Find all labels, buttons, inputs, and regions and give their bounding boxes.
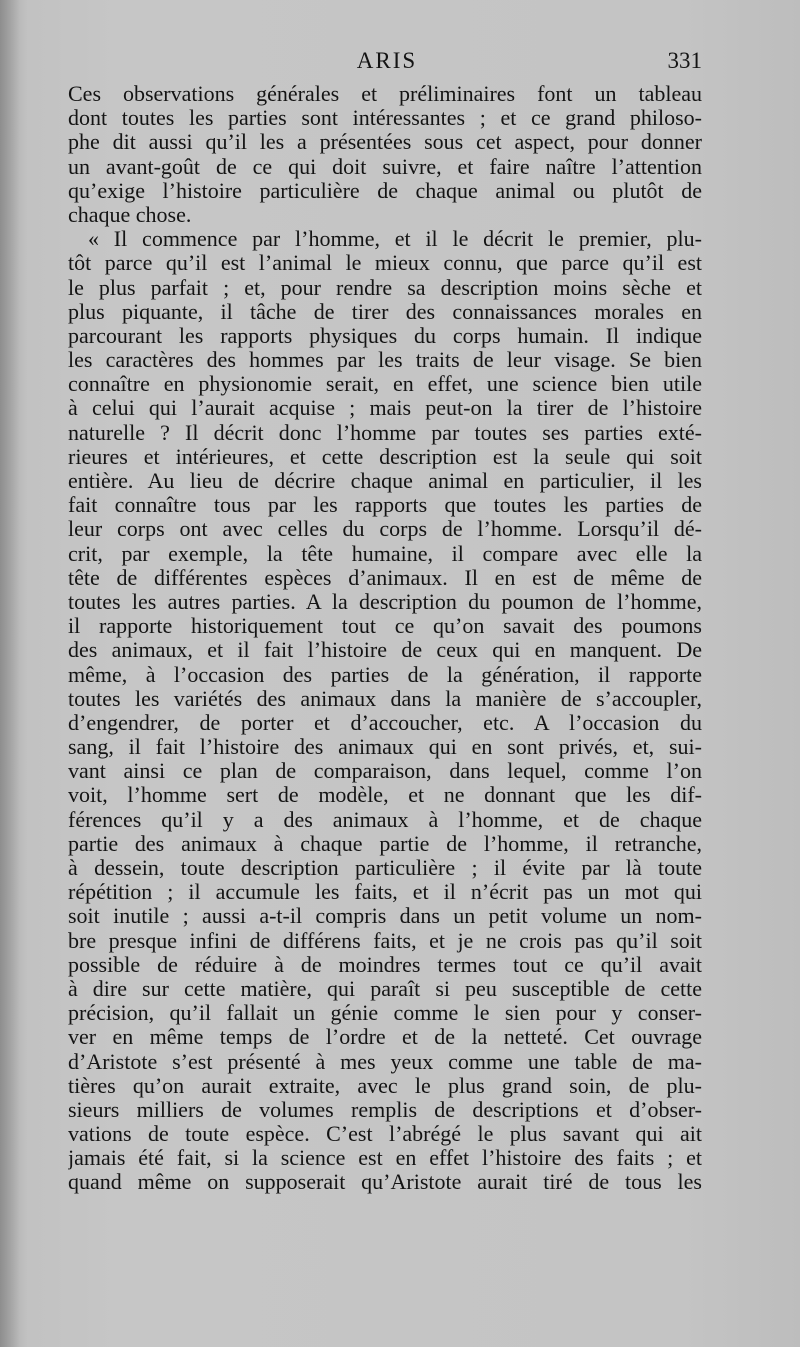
text-line: soit inutile ; aussi a-t-il compris dans un petit volume un nom- bbox=[68, 904, 702, 929]
text-line: répétition ; il accumule les faits, et il n’écrit pas un mot qui bbox=[68, 880, 702, 905]
text-line: qu’exige l’histoire particulière de chaque animal ou plutôt de bbox=[68, 178, 702, 203]
running-head bbox=[72, 46, 702, 76]
text-line: les caractères des hommes par les traits de leur visage. Se bien bbox=[68, 348, 702, 373]
text-line: naturelle ? Il décrit donc l’homme par toutes ses parties exté- bbox=[68, 420, 702, 445]
text-line: partie des animaux à chaque partie de l’homme, il retranche, bbox=[68, 831, 702, 856]
text-line: il rapporte historiquement tout ce qu’on savait des poumons bbox=[68, 614, 702, 639]
text-line: tête de différentes espèces d’animaux. Il en est de même de bbox=[68, 565, 702, 590]
text-line: vations de toute espèce. C’est l’abrégé le plus savant qui ait bbox=[68, 1122, 702, 1147]
text-line: d’engendrer, de porter et d’accoucher, etc. A l’occasion du bbox=[68, 710, 702, 735]
gutter-shadow bbox=[0, 0, 20, 1347]
text-line: crit, par exemple, la tête humaine, il compare avec elle la bbox=[68, 541, 702, 566]
page-number: 331 bbox=[667, 48, 702, 73]
text-line: ver en même temps de l’ordre et de la netteté. Cet ouvrage bbox=[68, 1025, 702, 1050]
text-line: quand même on supposerait qu’Aristote aurait tiré de tous les bbox=[68, 1170, 702, 1195]
text-line: un avant-goût de ce qui doit suivre, et faire naître l’attention bbox=[68, 154, 702, 179]
text-line: bre presque infini de différens faits, et je ne crois pas qu’il soit bbox=[68, 928, 702, 953]
text-line: voit, l’homme sert de modèle, et ne donnant que les dif- bbox=[68, 783, 702, 808]
text-line: à dessein, toute description particulière ; il évite par là toute bbox=[68, 856, 702, 880]
text-line: précision, qu’il fallait un génie comme le sien pour y conser- bbox=[68, 1001, 702, 1026]
text-line: jamais été fait, si la science est en effet l’histoire des faits ; et bbox=[68, 1146, 702, 1171]
text-line: d’Aristote s’est présenté à mes yeux comme une table de ma- bbox=[68, 1049, 702, 1074]
body-text bbox=[68, 82, 702, 1195]
text-line: toutes les autres parties. A la description du poumon de l’homme, bbox=[68, 589, 702, 614]
text-line: « Il commence par l’homme, et il le décrit le premier, plu- bbox=[88, 227, 702, 252]
text-line: possible de réduire à de moindres termes tout ce qu’il avait bbox=[68, 952, 702, 977]
text-line: férences qu’il y a des animaux à l’homme, et de chaque bbox=[68, 807, 702, 832]
text-line: leur corps ont avec celles du corps de l’homme. Lorsqu’il dé- bbox=[68, 517, 702, 542]
text-line: tières qu’on aurait extraite, avec le plus grand soin, de plu- bbox=[68, 1073, 702, 1098]
text-line: vant ainsi ce plan de comparaison, dans lequel, comme l’on bbox=[68, 759, 702, 784]
running-title: ARIS bbox=[356, 48, 418, 73]
text-line: même, à l’occasion des parties de la génération, il rapporte bbox=[68, 662, 702, 687]
text-line: sieurs milliers de volumes remplis de descriptions et d’obser- bbox=[68, 1097, 702, 1122]
text-line: chaque chose. bbox=[68, 202, 192, 227]
text-line: à celui qui l’aurait acquise ; mais peut-on la tirer de l’histoire bbox=[68, 396, 702, 421]
text-line: phe dit aussi qu’il les a présentées sous cet aspect, pour donner bbox=[68, 130, 702, 155]
text-line: sang, il fait l’histoire des animaux qui en sont privés, et, sui- bbox=[68, 735, 702, 760]
text-line: connaître en physionomie serait, en effet, une science bien utile bbox=[68, 372, 702, 397]
text-line: tôt parce qu’il est l’animal le mieux connu, que parce qu’il est bbox=[68, 251, 702, 276]
text-line: le plus parfait ; et, pour rendre sa description moins sèche et bbox=[68, 275, 702, 300]
text-line: Ces observations générales et préliminaires font un tableau bbox=[68, 82, 702, 106]
text-line: entière. Au lieu de décrire chaque animal en particulier, il les bbox=[68, 469, 702, 493]
text-line: dont toutes les parties sont intéressantes ; et ce grand philoso- bbox=[68, 106, 702, 131]
text-line: des animaux, et il fait l’histoire de ceux qui en manquent. De bbox=[68, 638, 702, 663]
text-line: toutes les variétés des animaux dans la manière de s’accoupler, bbox=[68, 686, 702, 711]
text-line: parcourant les rapports physiques du corps humain. Il indique bbox=[68, 323, 702, 348]
text-line: rieures et intérieures, et cette description est la seule qui soit bbox=[68, 444, 702, 469]
text-line: plus piquante, il tâche de tirer des connaissances morales en bbox=[68, 299, 702, 324]
text-line: fait connaître tous par les rapports que toutes les parties de bbox=[68, 493, 702, 518]
text-line: à dire sur cette matière, qui paraît si peu susceptible de cette bbox=[68, 976, 702, 1001]
